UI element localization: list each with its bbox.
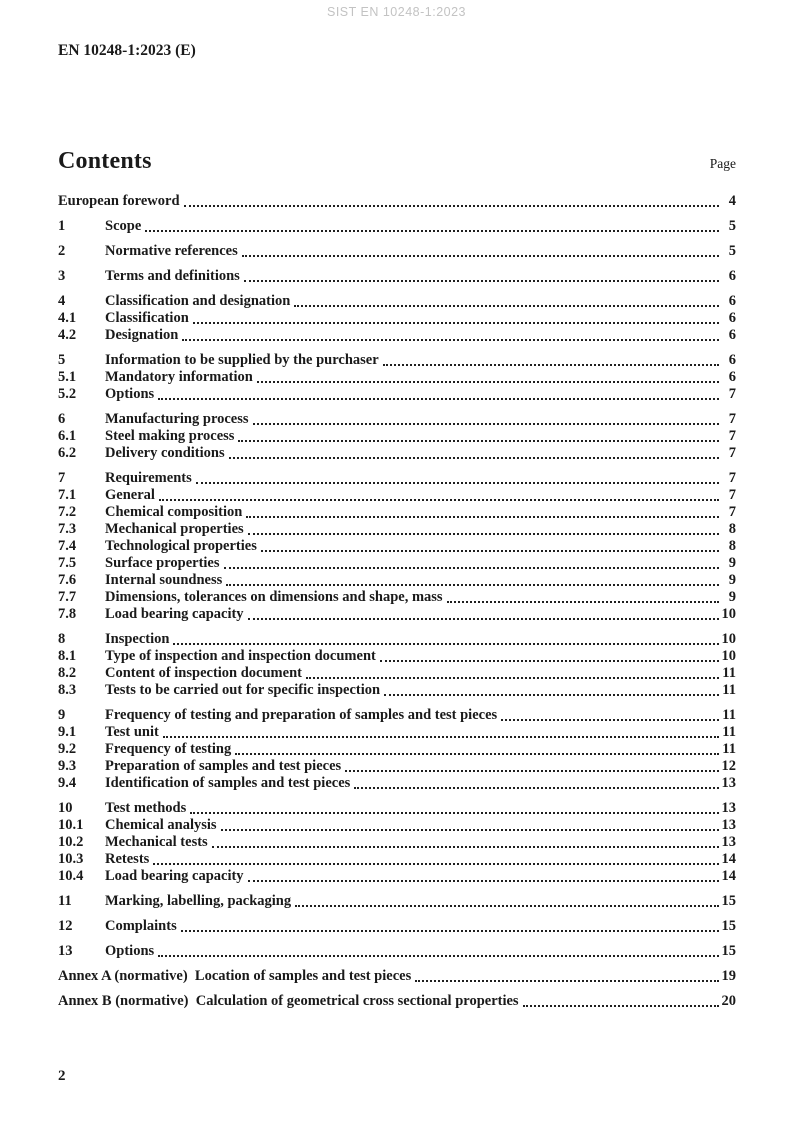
toc-entry-title: Normative references — [105, 243, 238, 259]
toc-entry-page: 6 — [728, 293, 736, 309]
toc-leader-dots — [182, 339, 719, 341]
toc-entry-number: 4.1 — [58, 310, 77, 326]
toc-entry[interactable] — [58, 758, 736, 775]
toc-entry-page: 7 — [728, 411, 736, 427]
toc-leader-dots — [224, 567, 720, 569]
toc-entry-page: 19 — [721, 968, 736, 984]
toc-entry-title: Mandatory information — [105, 369, 253, 385]
toc-leader-dots — [184, 205, 719, 207]
toc-entry[interactable] — [58, 428, 736, 445]
toc-entry-number: 5.1 — [58, 369, 77, 385]
toc-entry-number: 10 — [58, 800, 73, 816]
toc-entry-page: 11 — [722, 665, 736, 681]
toc-entry-title: Mechanical properties — [105, 521, 244, 537]
toc-entry[interactable] — [58, 993, 736, 1010]
toc-entry-number: 8 — [58, 631, 66, 647]
toc-leader-dots — [244, 280, 719, 282]
toc-leader-dots — [190, 812, 718, 814]
toc-entry-number: 8.2 — [58, 665, 77, 681]
toc-leader-dots — [248, 533, 719, 535]
toc-entry[interactable] — [58, 369, 736, 386]
toc-entry[interactable] — [58, 741, 736, 758]
toc-entry[interactable] — [58, 572, 736, 589]
toc-leader-dots — [153, 863, 718, 865]
toc-entry-title: Marking, labelling, packaging — [105, 893, 292, 909]
toc-entry-number: 9.4 — [58, 775, 77, 791]
toc-entry-number: 10.4 — [58, 868, 84, 884]
toc-leader-dots — [173, 643, 718, 645]
toc-entry-title: Inspection — [105, 631, 170, 647]
toc-entry-number: 9.3 — [58, 758, 77, 774]
toc-entry-number: 8.3 — [58, 682, 77, 698]
toc-entry[interactable] — [58, 352, 736, 369]
toc-entry-page: 13 — [721, 834, 736, 850]
toc-leader-dots — [384, 694, 719, 696]
toc-entry-title: European foreword — [58, 193, 180, 209]
toc-entry-number: 7.4 — [58, 538, 77, 554]
contents-title: Contents — [58, 148, 152, 174]
toc-leader-dots — [163, 736, 719, 738]
toc-entry[interactable] — [58, 504, 736, 521]
toc-leader-dots — [246, 516, 719, 518]
toc-leader-dots — [257, 381, 719, 383]
toc-entry-title: Delivery conditions — [105, 445, 225, 461]
toc-entry-page: 11 — [722, 682, 736, 698]
toc-entry-title: Load bearing capacity — [105, 868, 244, 884]
toc-entry-title: Chemical composition — [105, 504, 243, 520]
toc-entry-number: 10.1 — [58, 817, 84, 833]
toc-entry-title: Annex B (normative) Calculation of geometrical cross sectional properties — [58, 993, 519, 1009]
toc-entry-page: 7 — [728, 470, 736, 486]
toc-entry-page: 7 — [728, 445, 736, 461]
toc-entry[interactable] — [58, 665, 736, 682]
toc-entry-number: 10.2 — [58, 834, 84, 850]
toc-entry-title: Requirements — [105, 470, 192, 486]
toc-entry[interactable] — [58, 521, 736, 538]
toc-leader-dots — [196, 482, 719, 484]
toc-entry-page: 10 — [721, 606, 736, 622]
toc-entry-page: 6 — [728, 327, 736, 343]
toc-entry-title: Retests — [105, 851, 150, 867]
toc-entry-title: Preparation of samples and test pieces — [105, 758, 342, 774]
toc-entry-title: Classification and designation — [105, 293, 291, 309]
toc-entry-page: 8 — [728, 538, 736, 554]
watermark-text: SIST EN 10248-1:2023 — [326, 5, 467, 19]
toc-entry-page: 6 — [728, 369, 736, 385]
toc-entry-title: Classification — [105, 310, 189, 326]
toc-leader-dots — [415, 980, 718, 982]
toc-entry-number: 2 — [58, 243, 66, 259]
toc-entry-title: Type of inspection and inspection document — [105, 648, 376, 664]
toc-leader-dots — [345, 770, 718, 772]
table-of-contents — [58, 148, 736, 1010]
toc-entry-page: 9 — [728, 555, 736, 571]
toc-entry-page: 6 — [728, 310, 736, 326]
toc-entry[interactable] — [58, 487, 736, 504]
toc-entry-page: 13 — [721, 817, 736, 833]
toc-entry-title: Frequency of testing and preparation of samples and test pieces — [105, 707, 498, 723]
toc-entry[interactable] — [58, 893, 736, 910]
toc-entry[interactable] — [58, 327, 736, 344]
toc-entry-page: 8 — [728, 521, 736, 537]
toc-leader-dots — [523, 1005, 719, 1007]
toc-entry[interactable] — [58, 648, 736, 665]
toc-leader-dots — [248, 880, 719, 882]
toc-leader-dots — [235, 753, 719, 755]
toc-entry-page: 7 — [728, 504, 736, 520]
toc-leader-dots — [501, 719, 719, 721]
toc-leader-dots — [383, 364, 719, 366]
document-reference: EN 10248-1:2023 (E) — [58, 42, 196, 59]
toc-entry-number: 4 — [58, 293, 66, 309]
toc-entry[interactable] — [58, 817, 736, 834]
toc-entry-number: 7.6 — [58, 572, 77, 588]
toc-entry-number: 4.2 — [58, 327, 77, 343]
toc-entry[interactable] — [58, 243, 736, 260]
toc-entry-page: 20 — [721, 993, 736, 1009]
toc-entry-number: 11 — [58, 893, 72, 909]
toc-entry-number: 8.1 — [58, 648, 77, 664]
toc-entry-number: 7.8 — [58, 606, 77, 622]
toc-entry-number: 7.2 — [58, 504, 77, 520]
toc-entry[interactable] — [58, 589, 736, 606]
toc-entry-number: 6 — [58, 411, 66, 427]
toc-entry-page: 13 — [721, 775, 736, 791]
toc-leader-dots — [226, 584, 719, 586]
toc-entry-number: 12 — [58, 918, 73, 934]
toc-entry-page: 12 — [721, 758, 736, 774]
toc-entry[interactable] — [58, 386, 736, 403]
toc-entry-number: 6.2 — [58, 445, 77, 461]
toc-entry-page: 7 — [728, 487, 736, 503]
toc-entry-title: Test unit — [105, 724, 159, 740]
toc-leader-dots — [229, 457, 719, 459]
toc-leader-dots — [294, 305, 719, 307]
toc-leader-dots — [212, 846, 719, 848]
toc-entry-page: 9 — [728, 589, 736, 605]
toc-entry-number: 5 — [58, 352, 66, 368]
footer-page-number: 2 — [58, 1068, 66, 1084]
toc-leader-dots — [145, 230, 719, 232]
toc-entry-page: 15 — [721, 893, 736, 909]
toc-entry-title: Test methods — [105, 800, 187, 816]
toc-entry-page: 14 — [721, 851, 736, 867]
toc-entry-page: 7 — [728, 386, 736, 402]
toc-entry-title: Dimensions, tolerances on dimensions and shape, mass — [105, 589, 443, 605]
toc-entry[interactable] — [58, 193, 736, 210]
toc-entry-page: 15 — [721, 918, 736, 934]
toc-entry[interactable] — [58, 968, 736, 985]
toc-leader-dots — [447, 601, 719, 603]
toc-entry-title: Complaints — [105, 918, 177, 934]
toc-entry-page: 6 — [728, 268, 736, 284]
toc-entry-page: 13 — [721, 800, 736, 816]
toc-entry-number: 7.5 — [58, 555, 77, 571]
toc-entry[interactable] — [58, 834, 736, 851]
toc-leader-dots — [238, 440, 719, 442]
toc-entry[interactable] — [58, 606, 736, 623]
toc-entry-title: Technological properties — [105, 538, 257, 554]
toc-entry-number: 7.3 — [58, 521, 77, 537]
toc-entry-number: 5.2 — [58, 386, 77, 402]
toc-entry[interactable] — [58, 631, 736, 648]
toc-entry-page: 15 — [721, 943, 736, 959]
toc-entry-title: Tests to be carried out for specific inspection — [105, 682, 381, 698]
toc-entry[interactable] — [58, 555, 736, 572]
toc-leader-dots — [159, 499, 719, 501]
toc-entry-title: Chemical analysis — [105, 817, 217, 833]
toc-entry-page: 4 — [728, 193, 736, 209]
toc-entry[interactable] — [58, 682, 736, 699]
toc-entry-title: Identification of samples and test pieces — [105, 775, 351, 791]
toc-entry-number: 7 — [58, 470, 66, 486]
toc-entry-page: 11 — [722, 741, 736, 757]
toc-entry-page: 6 — [728, 352, 736, 368]
toc-entry-number: 7.1 — [58, 487, 77, 503]
toc-leader-dots — [261, 550, 719, 552]
toc-entry[interactable] — [58, 800, 736, 817]
page-column-label: Page — [709, 156, 736, 171]
toc-entry-title: Steel making process — [105, 428, 235, 444]
toc-entry-title: Terms and definitions — [105, 268, 240, 284]
toc-entry-number: 9 — [58, 707, 66, 723]
toc-leader-dots — [158, 955, 718, 957]
toc-entry-page: 10 — [721, 631, 736, 647]
toc-entry-title: Options — [105, 943, 155, 959]
toc-entry-number: 13 — [58, 943, 73, 959]
toc-entry-title: Load bearing capacity — [105, 606, 244, 622]
toc-entry[interactable] — [58, 724, 736, 741]
toc-entry[interactable] — [58, 310, 736, 327]
toc-entry-number: 7.7 — [58, 589, 77, 605]
toc-entry-title: Internal soundness — [105, 572, 223, 588]
toc-leader-dots — [295, 905, 718, 907]
toc-entry-page: 14 — [721, 868, 736, 884]
toc-entry[interactable] — [58, 268, 736, 285]
toc-entry-number: 10.3 — [58, 851, 84, 867]
toc-leader-dots — [380, 660, 719, 662]
toc-leader-dots — [158, 398, 719, 400]
toc-entry-page: 11 — [722, 707, 736, 723]
toc-entry[interactable] — [58, 943, 736, 960]
toc-entry[interactable] — [58, 538, 736, 555]
toc-entry-title: Content of inspection document — [105, 665, 302, 681]
toc-entry-title: Options — [105, 386, 155, 402]
toc-entry[interactable] — [58, 918, 736, 935]
toc-entry-title: Mechanical tests — [105, 834, 208, 850]
toc-entry-page: 9 — [728, 572, 736, 588]
toc-entry-page: 11 — [722, 724, 736, 740]
toc-entry-number: 3 — [58, 268, 66, 284]
toc-leader-dots — [181, 930, 719, 932]
toc-entry[interactable] — [58, 707, 736, 724]
toc-entry-title: Scope — [105, 218, 142, 234]
toc-leader-dots — [248, 618, 719, 620]
toc-entry-page: 7 — [728, 428, 736, 444]
toc-entry-number: 9.1 — [58, 724, 77, 740]
toc-leader-dots — [306, 677, 719, 679]
toc-entry-page: 10 — [721, 648, 736, 664]
toc-entry[interactable] — [58, 445, 736, 462]
toc-entry[interactable] — [58, 470, 736, 487]
toc-entry-number: 6.1 — [58, 428, 77, 444]
toc-entry-page: 5 — [728, 218, 736, 234]
toc-entry-title: Frequency of testing — [105, 741, 232, 757]
toc-entry-title: Annex A (normative) Location of samples and test pieces — [58, 968, 412, 984]
toc-entry-number: 9.2 — [58, 741, 77, 757]
contents-header — [58, 148, 736, 175]
toc-entry-number: 1 — [58, 218, 66, 234]
toc-entry-title: Surface properties — [105, 555, 220, 571]
toc-entry-title: General — [105, 487, 155, 503]
toc-list — [58, 185, 736, 1010]
toc-entry[interactable] — [58, 868, 736, 885]
toc-entry[interactable] — [58, 851, 736, 868]
toc-leader-dots — [354, 787, 718, 789]
toc-entry[interactable] — [58, 775, 736, 792]
toc-entry-title: Information to be supplied by the purchaser — [105, 352, 379, 368]
toc-entry-title: Manufacturing process — [105, 411, 249, 427]
toc-entry[interactable] — [58, 293, 736, 310]
toc-entry[interactable] — [58, 218, 736, 235]
toc-entry[interactable] — [58, 411, 736, 428]
toc-leader-dots — [193, 322, 719, 324]
toc-entry-page: 5 — [728, 243, 736, 259]
toc-leader-dots — [221, 829, 719, 831]
toc-entry-title: Designation — [105, 327, 179, 343]
toc-leader-dots — [242, 255, 719, 257]
toc-leader-dots — [253, 423, 719, 425]
